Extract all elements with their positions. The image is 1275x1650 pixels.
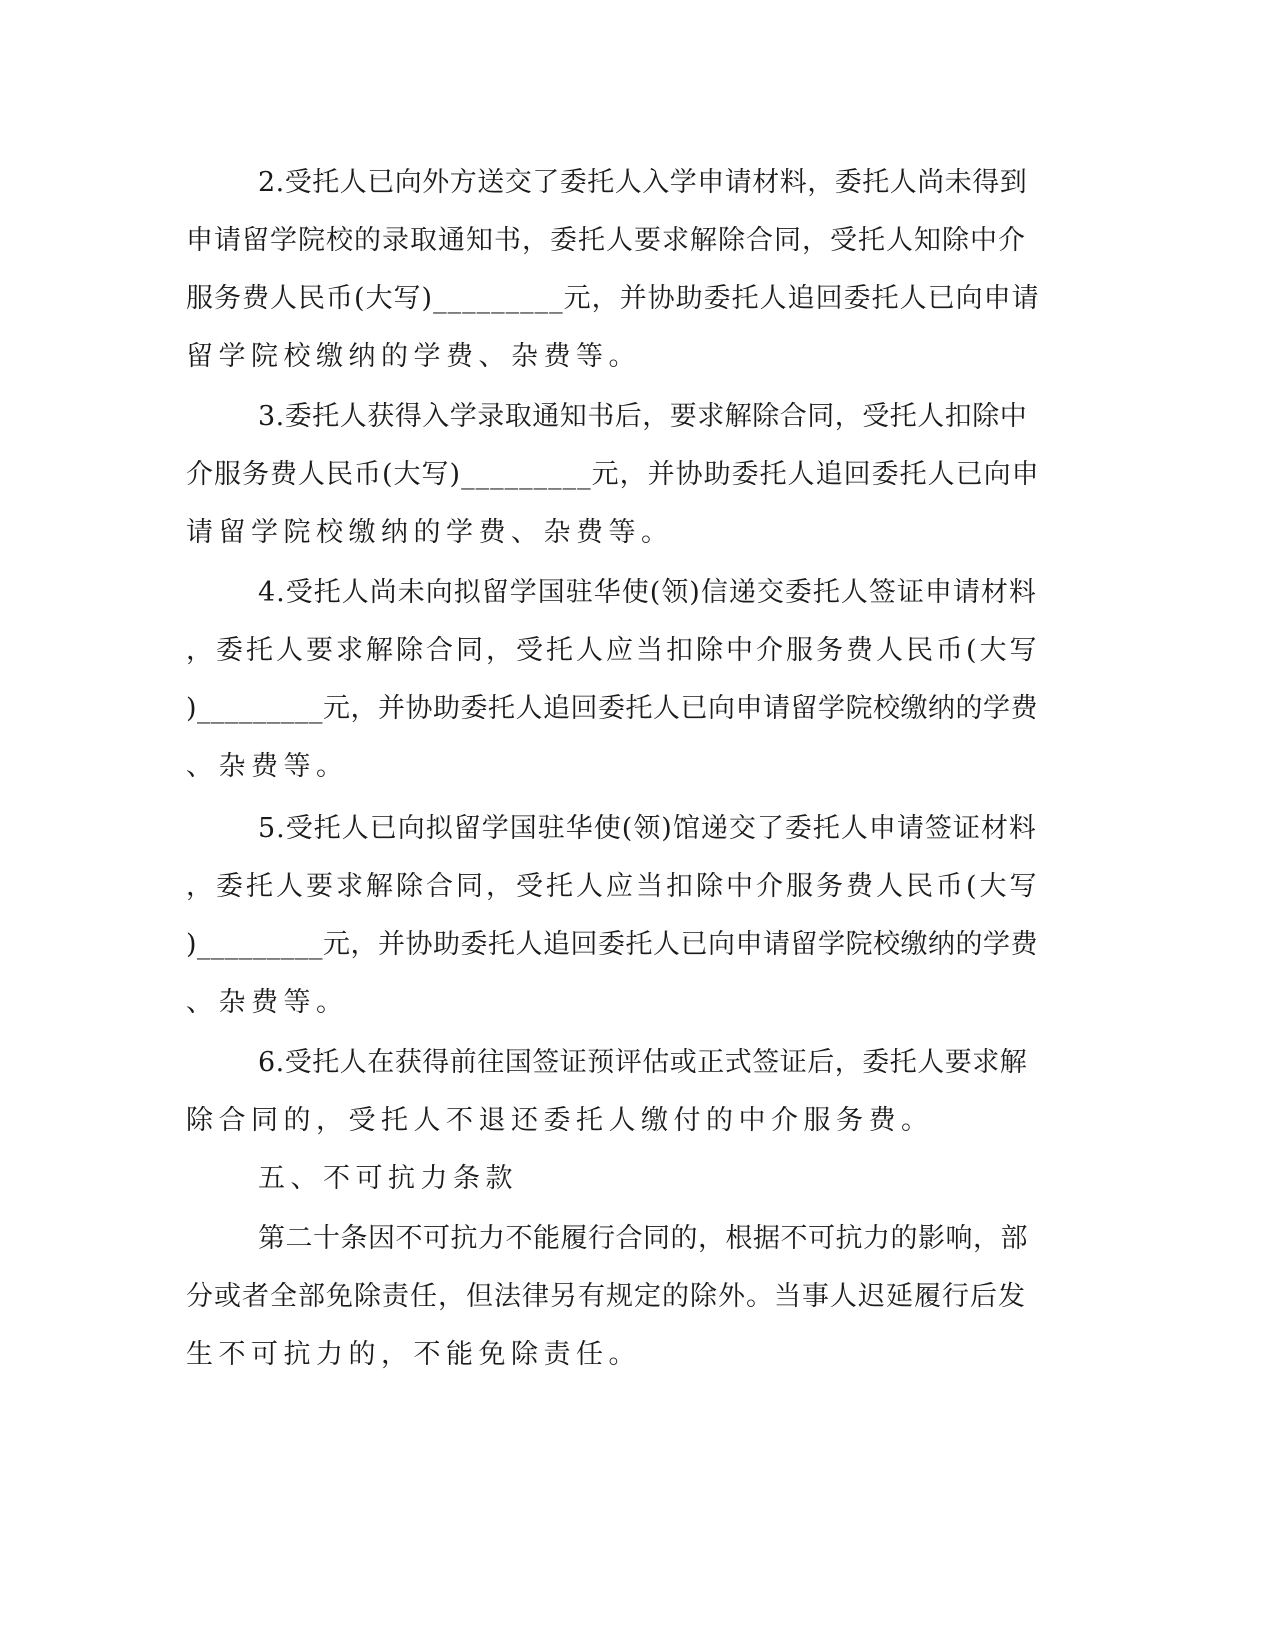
clause-4-line-3: )_________元，并协助委托人追回委托人已向申请留学院校缴纳的学费	[186, 693, 1039, 724]
section-heading-force-majeure: 五、不可抗力条款	[258, 1163, 518, 1194]
clause-3-line-1: 3.委托人获得入学录取通知书后，要求解除合同，受托人扣除中	[258, 401, 1028, 432]
clause-2-line-2: 申请留学院校的录取通知书，委托人要求解除合同，受托人知除中介	[186, 225, 1026, 256]
clause-6-line-1: 6.受托人在获得前往国签证预评估或正式签证后，委托人要求解	[258, 1047, 1028, 1078]
clause-5-line-2: ，委托人要求解除合同，受托人应当扣除中介服务费人民币(大写	[186, 871, 1040, 902]
clause-3-line-3: 请留学院校缴纳的学费、杂费等。	[186, 517, 674, 548]
clause-5-line-4: 、杂费等。	[186, 987, 349, 1018]
article-20-line-1: 第二十条因不可抗力不能履行合同的，根据不可抗力的影响，部	[258, 1223, 1028, 1254]
clause-4-line-2: ，委托人要求解除合同，受托人应当扣除中介服务费人民币(大写	[186, 635, 1040, 666]
clause-2-line-3: 服务费人民币(大写)_________元，并协助委托人追回委托人已向申请	[186, 283, 1040, 314]
article-20-line-2: 分或者全部免除责任，但法律另有规定的除外。当事人迟延履行后发	[186, 1281, 1026, 1312]
article-20-line-3: 生不可抗力的，不能免除责任。	[186, 1339, 641, 1370]
clause-3-line-2: 介服务费人民币(大写)_________元，并协助委托人追回委托人已向申	[186, 459, 1040, 490]
clause-5-line-3: )_________元，并协助委托人追回委托人已向申请留学院校缴纳的学费	[186, 929, 1039, 960]
clause-5-line-1: 5.受托人已向拟留学国驻华使(领)馆递交了委托人申请签证材料	[258, 813, 1037, 844]
clause-4-line-4: 、杂费等。	[186, 751, 349, 782]
clause-2-line-1: 2.受托人已向外方送交了委托人入学申请材料，委托人尚未得到	[258, 167, 1028, 198]
clause-4-line-1: 4.受托人尚未向拟留学国驻华使(领)信递交委托人签证申请材料	[258, 577, 1037, 608]
clause-6-line-2: 除合同的，受托人不退还委托人缴付的中介服务费。	[186, 1105, 934, 1136]
clause-2-line-4: 留学院校缴纳的学费、杂费等。	[186, 341, 641, 372]
